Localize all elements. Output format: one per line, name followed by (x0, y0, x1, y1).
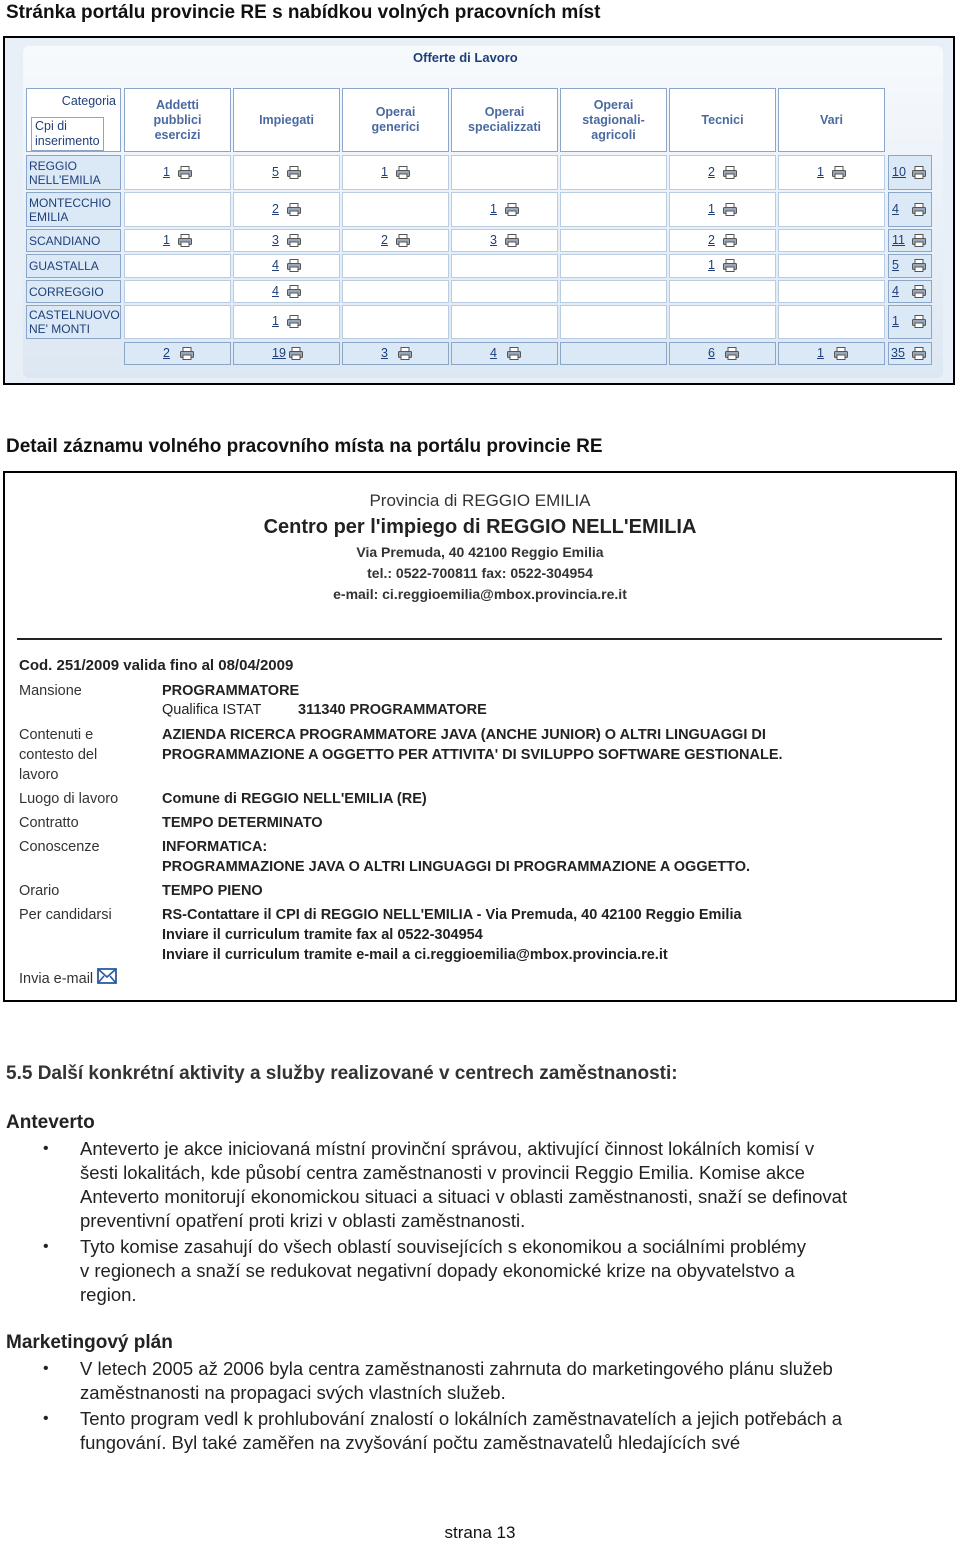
printer-icon[interactable] (287, 285, 301, 298)
printer-icon[interactable] (723, 259, 737, 272)
offer-count-link[interactable]: 3 (490, 233, 497, 247)
column-header-label[interactable] (233, 88, 340, 152)
table-cell (451, 280, 558, 303)
printer-icon[interactable] (505, 203, 519, 216)
province-name-line: GUASTALLA (29, 259, 99, 273)
offer-count-link[interactable]: 2 (708, 233, 715, 247)
label-candidarsi: Per candidarsi (19, 907, 112, 923)
printer-icon[interactable] (834, 347, 848, 360)
table-cell (124, 305, 231, 339)
table-cell (778, 305, 885, 339)
detail-centre: Centro per l'impiego di REGGIO NELL'EMILIA (263, 516, 697, 538)
text-line: Anteverto je akce iniciovaná místní provinční správou, aktivující činnost lokálních komisí v (80, 1138, 815, 1159)
offer-count-link[interactable]: 1 (708, 258, 715, 272)
offers-title: Offerte di Lavoro (413, 50, 518, 65)
column-total-cell (451, 342, 558, 365)
offer-count-link[interactable]: 4 (272, 258, 279, 272)
table-cell (669, 280, 776, 303)
detail-divider (17, 638, 942, 640)
printer-icon[interactable] (912, 347, 926, 360)
printer-icon[interactable] (912, 166, 926, 179)
province-row-label[interactable] (26, 192, 121, 227)
heading-detail-page: Detail záznamu volného pracovního místa na portálu provincie RE (6, 436, 603, 457)
printer-icon[interactable] (832, 166, 846, 179)
label-contenuti (19, 725, 97, 785)
printer-icon[interactable] (287, 234, 301, 247)
column-header-line: pubblici (153, 112, 202, 127)
row-total-link[interactable]: 5 (892, 258, 899, 272)
text-line: Anteverto monitorují ekonomickou situaci a situaci v oblasti zaměstnanosti, snaží se definovat (80, 1186, 848, 1207)
column-header-line: Tecnici (701, 112, 744, 127)
printer-icon[interactable] (287, 166, 301, 179)
value-candidarsi (162, 905, 742, 965)
column-header-label[interactable] (669, 88, 776, 152)
province-row-label[interactable] (26, 254, 121, 278)
text-line: zaměstnanosti na propagaci svých vlastních služeb. (80, 1382, 506, 1403)
printer-icon[interactable] (396, 166, 410, 179)
column-header-line: esercizi (154, 127, 201, 142)
row-total-link[interactable]: 1 (892, 314, 899, 328)
province-row-label[interactable] (26, 155, 121, 190)
column-total-link[interactable]: 2 (163, 346, 170, 360)
bullet-icon: • (43, 1360, 49, 1377)
cpi-label-line: inserimento (35, 134, 100, 148)
offer-count-link[interactable]: 2 (272, 202, 279, 216)
detail-province: Provincia di REGGIO EMILIA (369, 491, 591, 510)
column-header-line: Operai (484, 105, 525, 119)
total-header-cell (888, 88, 932, 152)
offer-count-link[interactable]: 1 (817, 165, 824, 179)
detail-phone: tel.: 0522-700811 fax: 0522-304954 (367, 565, 593, 581)
province-name-line: SCANDIANO (29, 233, 101, 248)
envelope-icon (97, 968, 117, 989)
value-istat: 311340 PROGRAMMATORE (298, 702, 487, 718)
section-heading: 5.5 Další konkrétní aktivity a služby realizované v centrech zaměstnanosti: (6, 1063, 678, 1084)
grand-total-link[interactable]: 35 (891, 346, 905, 360)
printer-icon[interactable] (287, 315, 301, 328)
column-total-link[interactable]: 3 (381, 346, 388, 360)
province-name-line: CORREGGIO (29, 284, 104, 299)
table-cell (342, 192, 449, 227)
label-line: lavoro (19, 767, 59, 783)
label-conoscenze: Conoscenze (19, 839, 100, 855)
cpi-label (31, 117, 104, 151)
value-mansione: PROGRAMMATORE (162, 683, 300, 699)
table-cell (778, 254, 885, 278)
table-cell (560, 155, 667, 190)
printer-icon[interactable] (912, 234, 926, 247)
send-email-link[interactable] (19, 968, 117, 989)
text-line: preventivní opatření proti krizi v oblasti zaměstnanosti. (80, 1210, 526, 1231)
table-cell (778, 280, 885, 303)
province-name-line: NE' MONTI (29, 322, 90, 336)
row-total-link[interactable]: 10 (892, 165, 906, 179)
value-line: INFORMATICA: (162, 839, 268, 855)
marketing-bullet-2 (80, 1407, 952, 1455)
column-header-line: agricoli (591, 127, 636, 142)
column-header-line: stagionali- (582, 112, 645, 127)
text-line: Tento program vedl k prohlubování znalostí o lokálních zaměstnavatelích a jejich potřebách a (80, 1408, 843, 1429)
offer-count-link[interactable]: 1 (163, 165, 170, 179)
offer-count-link[interactable]: 1 (708, 202, 715, 216)
column-header-line: Addetti (155, 97, 200, 112)
label-line: contesto del (19, 747, 98, 763)
table-cell (124, 254, 231, 278)
offer-count-link[interactable]: 2 (708, 165, 715, 179)
offer-count-link[interactable]: 3 (272, 233, 279, 247)
column-header-label[interactable] (778, 88, 885, 152)
column-total-cell (669, 342, 776, 365)
category-header (26, 88, 121, 152)
printer-icon[interactable] (396, 234, 410, 247)
bullet-icon: • (43, 1238, 49, 1255)
printer-icon[interactable] (723, 166, 737, 179)
printer-icon[interactable] (398, 347, 412, 360)
table-cell (669, 305, 776, 339)
detail-email: e-mail: ci.reggioemilia@mbox.provincia.re.it (333, 586, 627, 602)
cpi-label-line: Cpi di (35, 119, 67, 133)
province-name-line: CASTELNUOVO (29, 308, 120, 322)
value-line: PROGRAMMAZIONE A OGGETTO PER ATTIVITA' DI SVILUPPO SOFTWARE GESTIONALE. (162, 747, 783, 763)
printer-icon[interactable] (180, 347, 194, 360)
value-luogo: Comune di REGGIO NELL'EMILIA (RE) (162, 791, 427, 807)
table-cell (778, 192, 885, 227)
printer-icon[interactable] (912, 203, 926, 216)
province-row-label[interactable] (26, 229, 121, 252)
text-line: v regionech a snaží se redukovat negativní dopady ekonomické krize na obyvatelstvo a (80, 1260, 795, 1281)
column-total-cell (233, 342, 340, 365)
offer-count-link[interactable]: 2 (381, 233, 388, 247)
province-row-label[interactable] (26, 280, 121, 303)
printer-icon[interactable] (912, 285, 926, 298)
row-total-link[interactable]: 4 (892, 202, 899, 216)
table-cell (342, 305, 449, 339)
value-contenuti (162, 725, 783, 765)
text-line: šesti lokalitách, kde působí centra zaměstnanosti v provincii Reggio Emilia. Komise akce (80, 1162, 805, 1183)
province-name-line: REGGIO (29, 158, 78, 173)
bullet-icon: • (43, 1140, 49, 1157)
column-header-label[interactable] (451, 88, 558, 152)
anteverto-bullet-2 (80, 1235, 952, 1307)
heading-portal-page: Stránka portálu provincie RE s nabídkou volných pracovních míst (6, 2, 601, 23)
row-total-link[interactable]: 11 (892, 233, 905, 247)
send-email-label: Invia e-mail (19, 970, 94, 987)
printer-icon[interactable] (723, 234, 737, 247)
printer-icon[interactable] (287, 203, 301, 216)
printer-icon[interactable] (505, 234, 519, 247)
table-cell (451, 254, 558, 278)
printer-icon[interactable] (507, 347, 521, 360)
value-line: RS-Contattare il CPI di REGGIO NELL'EMILIA - Via Premuda, 40 42100 Reggio Emilia (162, 907, 742, 923)
label-contratto: Contratto (19, 815, 79, 831)
table-cell (451, 305, 558, 339)
offer-count-link[interactable]: 4 (272, 284, 279, 298)
province-name-line: MONTECCHIO (29, 195, 111, 210)
row-total-link[interactable]: 4 (892, 284, 899, 298)
column-header-line: Vari (820, 112, 843, 127)
column-header-line: Operai (375, 105, 416, 119)
printer-icon[interactable] (912, 259, 926, 272)
column-header-line: Impiegati (259, 112, 314, 127)
column-total-link[interactable]: 19 (272, 346, 286, 360)
detail-address: Via Premuda, 40 42100 Reggio Emilia (356, 544, 604, 560)
column-total-cell (560, 342, 667, 365)
column-header-label[interactable] (342, 88, 449, 152)
text-line: Tyto komise zasahují do všech oblastí souvisejících s ekonomikou a sociálními problémy (80, 1236, 806, 1257)
label-orario: Orario (19, 883, 60, 899)
printer-icon[interactable] (287, 259, 301, 272)
table-cell (778, 229, 885, 252)
category-label: Categoria (61, 94, 116, 108)
label-istat: Qualifica ISTAT (162, 702, 262, 718)
anteverto-bullet-1 (80, 1137, 952, 1233)
value-contratto: TEMPO DETERMINATO (162, 815, 323, 831)
table-cell (124, 192, 231, 227)
offer-count-link[interactable]: 1 (490, 202, 497, 216)
value-line: Inviare il curriculum tramite fax al 0522-304954 (162, 927, 483, 943)
province-name-line: EMILIA (29, 209, 69, 224)
label-mansione: Mansione (19, 683, 82, 699)
column-total-cell (124, 342, 231, 365)
offer-count-link[interactable]: 1 (163, 233, 170, 247)
column-total-link[interactable]: 6 (708, 346, 715, 360)
offer-count-link[interactable]: 5 (272, 165, 279, 179)
offer-count-link[interactable]: 1 (272, 314, 279, 328)
printer-icon[interactable] (289, 347, 303, 360)
province-row-label[interactable] (26, 305, 121, 339)
column-total-link[interactable]: 4 (490, 346, 497, 360)
printer-icon[interactable] (178, 166, 192, 179)
value-line: AZIENDA RICERCA PROGRAMMATORE JAVA (ANCHE JUNIOR) O ALTRI LINGUAGGI DI (162, 727, 766, 743)
printer-icon[interactable] (725, 347, 739, 360)
text-line: region. (80, 1284, 137, 1305)
table-cell (342, 254, 449, 278)
printer-icon[interactable] (723, 203, 737, 216)
printer-icon[interactable] (178, 234, 192, 247)
marketing-bullet-1 (80, 1357, 952, 1405)
column-header-line: specializzati (468, 120, 541, 134)
bullet-icon: • (43, 1410, 49, 1427)
table-cell (560, 280, 667, 303)
column-total-cell (778, 342, 885, 365)
label-line: Contenuti e (19, 727, 94, 743)
value-orario: TEMPO PIENO (162, 883, 263, 899)
column-header-line: Operai (593, 97, 634, 112)
table-cell (560, 192, 667, 227)
marketing-title: Marketingový plán (6, 1332, 173, 1353)
printer-icon[interactable] (912, 315, 926, 328)
table-cell (124, 280, 231, 303)
column-total-link[interactable]: 1 (817, 346, 824, 360)
value-line: PROGRAMMAZIONE JAVA O ALTRI LINGUAGGI DI PROGRAMMAZIONE A OGGETTO. (162, 859, 751, 875)
table-cell (451, 155, 558, 190)
value-conoscenze (162, 837, 750, 877)
text-line: V letech 2005 až 2006 byla centra zaměstnanosti zahrnuta do marketingového plánu služeb (80, 1358, 833, 1379)
table-cell (560, 254, 667, 278)
text-line: fungování. Byl také zaměřen na zvyšování počtu zaměstnavatelů hledajících své (80, 1432, 741, 1453)
column-header-label[interactable] (124, 88, 231, 152)
province-name-line: NELL'EMILIA (29, 172, 101, 187)
table-cell (560, 229, 667, 252)
table-cell (560, 305, 667, 339)
column-header-line: generici (371, 120, 420, 134)
label-luogo: Luogo di lavoro (19, 791, 119, 807)
anteverto-title: Anteverto (6, 1112, 95, 1133)
column-header-label[interactable] (560, 88, 667, 152)
offer-count-link[interactable]: 1 (381, 165, 388, 179)
column-total-cell (342, 342, 449, 365)
table-cell (342, 280, 449, 303)
page-number: strana 13 (444, 1523, 516, 1542)
value-line: Inviare il curriculum tramite e-mail a ci.reggioemilia@mbox.provincia.re.it (162, 947, 668, 963)
detail-code: Cod. 251/2009 valida fino al 08/04/2009 (19, 657, 294, 674)
